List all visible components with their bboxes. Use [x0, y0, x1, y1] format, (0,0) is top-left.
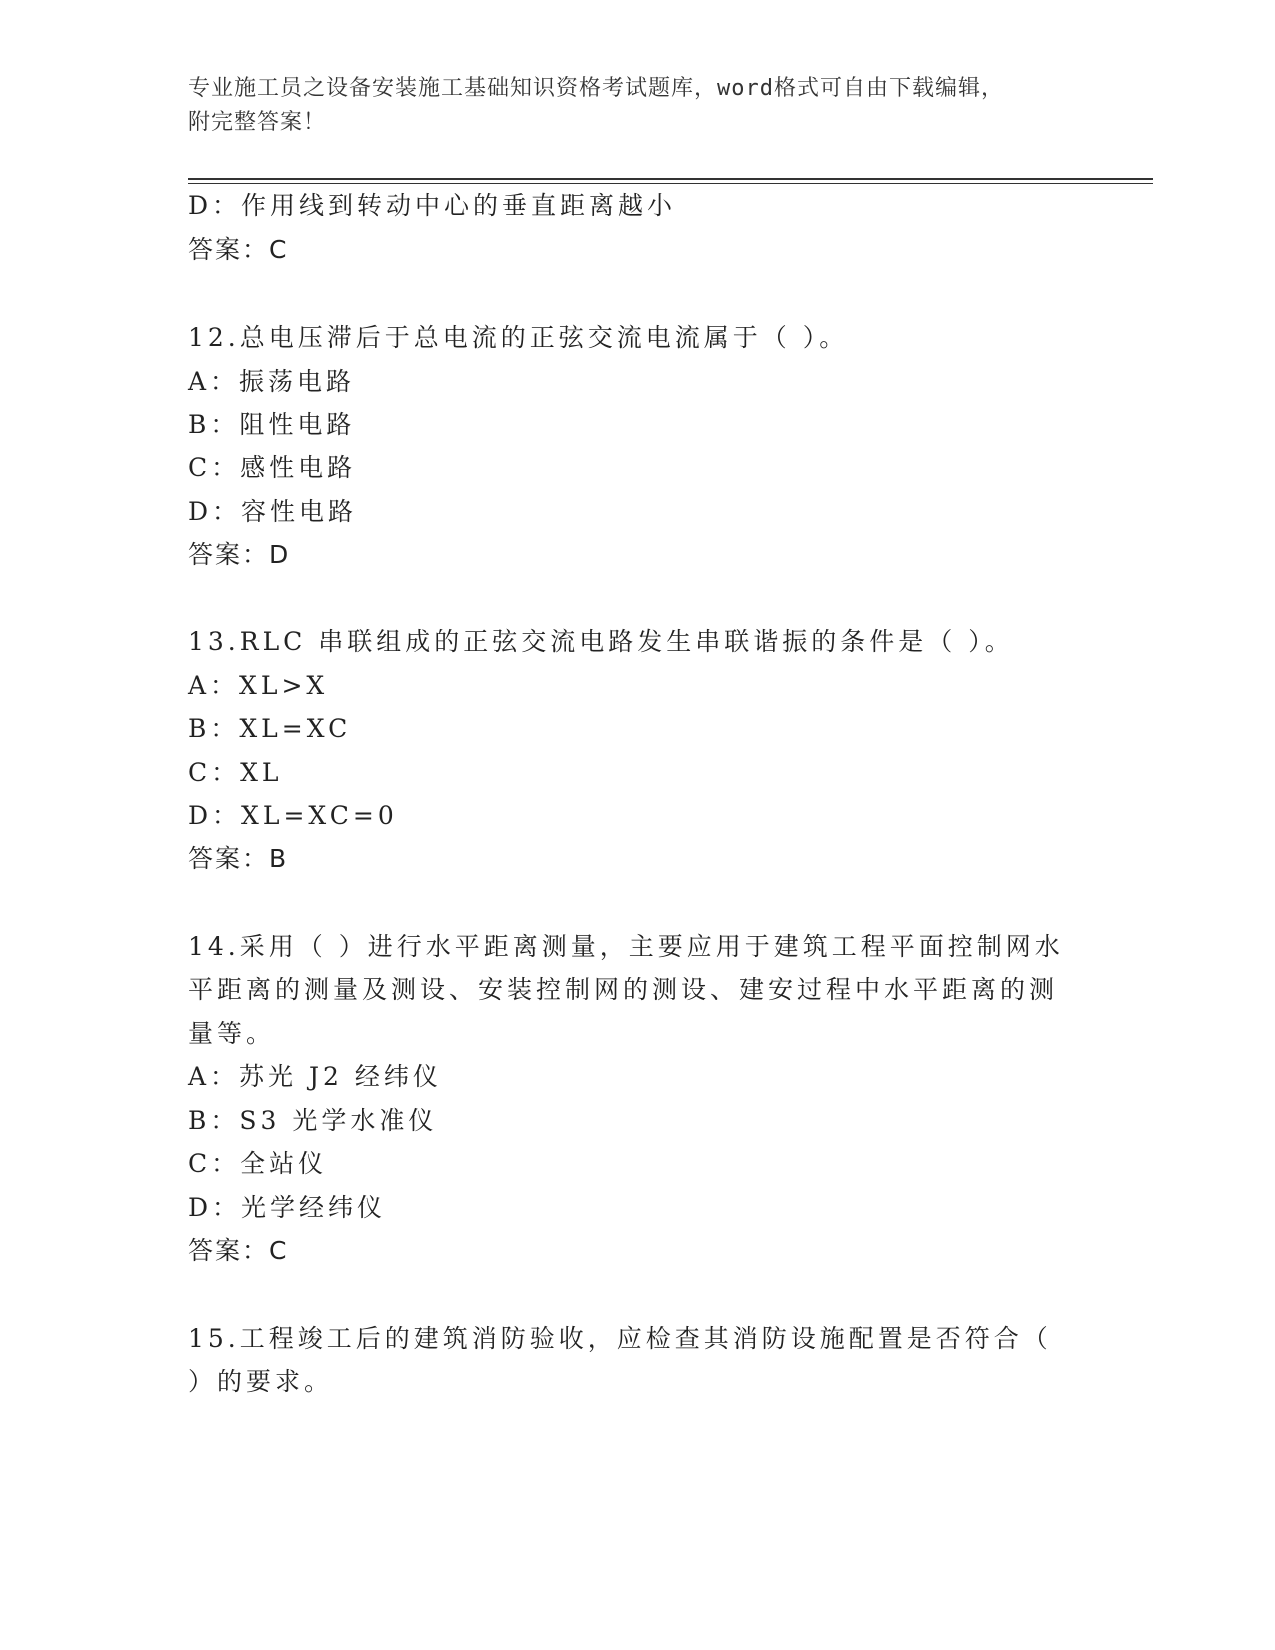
header-line-2: 附完整答案！ — [188, 110, 327, 135]
option-d: D：光学经纬仪 — [188, 1193, 387, 1222]
option-d: D：容性电路 — [188, 497, 358, 526]
option-c: C：全站仪 — [188, 1149, 328, 1178]
option-a: A：XL>X — [188, 671, 329, 700]
question-14-line-2: 平距离的测量及测设、安装控制网的测设、建安过程中水平距离的测 — [188, 975, 1059, 1004]
question-14-line-3: 量等。 — [188, 1019, 276, 1048]
answer-line: 答案：D — [188, 540, 291, 569]
question-12: 12.总电压滞后于总电流的正弦交流电流属于（ ）。 — [188, 323, 849, 352]
question-15-line-2: ）的要求。 — [188, 1367, 334, 1396]
option-d: D：XL=XC=0 — [188, 801, 398, 830]
document-header — [188, 72, 1088, 140]
option-b: B：阻性电路 — [188, 410, 356, 439]
question-13: 13.RLC 串联组成的正弦交流电路发生串联谐振的条件是（ ）。 — [188, 627, 1014, 656]
option-b: B：XL=XC — [188, 714, 352, 743]
option-b: B：S3 光学水准仪 — [188, 1106, 438, 1135]
answer-line: 答案：C — [188, 235, 289, 264]
option-d: D：作用线到转动中心的垂直距离越小 — [188, 191, 677, 220]
header-line-1: 专业施工员之设备安装施工基础知识资格考试题库，word格式可自由下载编辑， — [188, 76, 1004, 101]
option-c: C：感性电路 — [188, 453, 357, 482]
answer-line: 答案：B — [188, 844, 289, 873]
header-divider-thin — [188, 183, 1153, 184]
question-15-line-1: 15.工程竣工后的建筑消防验收，应检查其消防设施配置是否符合（ — [188, 1324, 1052, 1353]
question-14-line-1: 14.采用（ ）进行水平距离测量，主要应用于建筑工程平面控制网水 — [188, 932, 1064, 961]
answer-line: 答案：C — [188, 1236, 289, 1265]
option-a: A：振荡电路 — [188, 367, 356, 396]
option-c: C：XL — [188, 758, 283, 787]
option-a: A：苏光 J2 经纬仪 — [188, 1062, 442, 1091]
header-divider-thick — [188, 178, 1153, 180]
